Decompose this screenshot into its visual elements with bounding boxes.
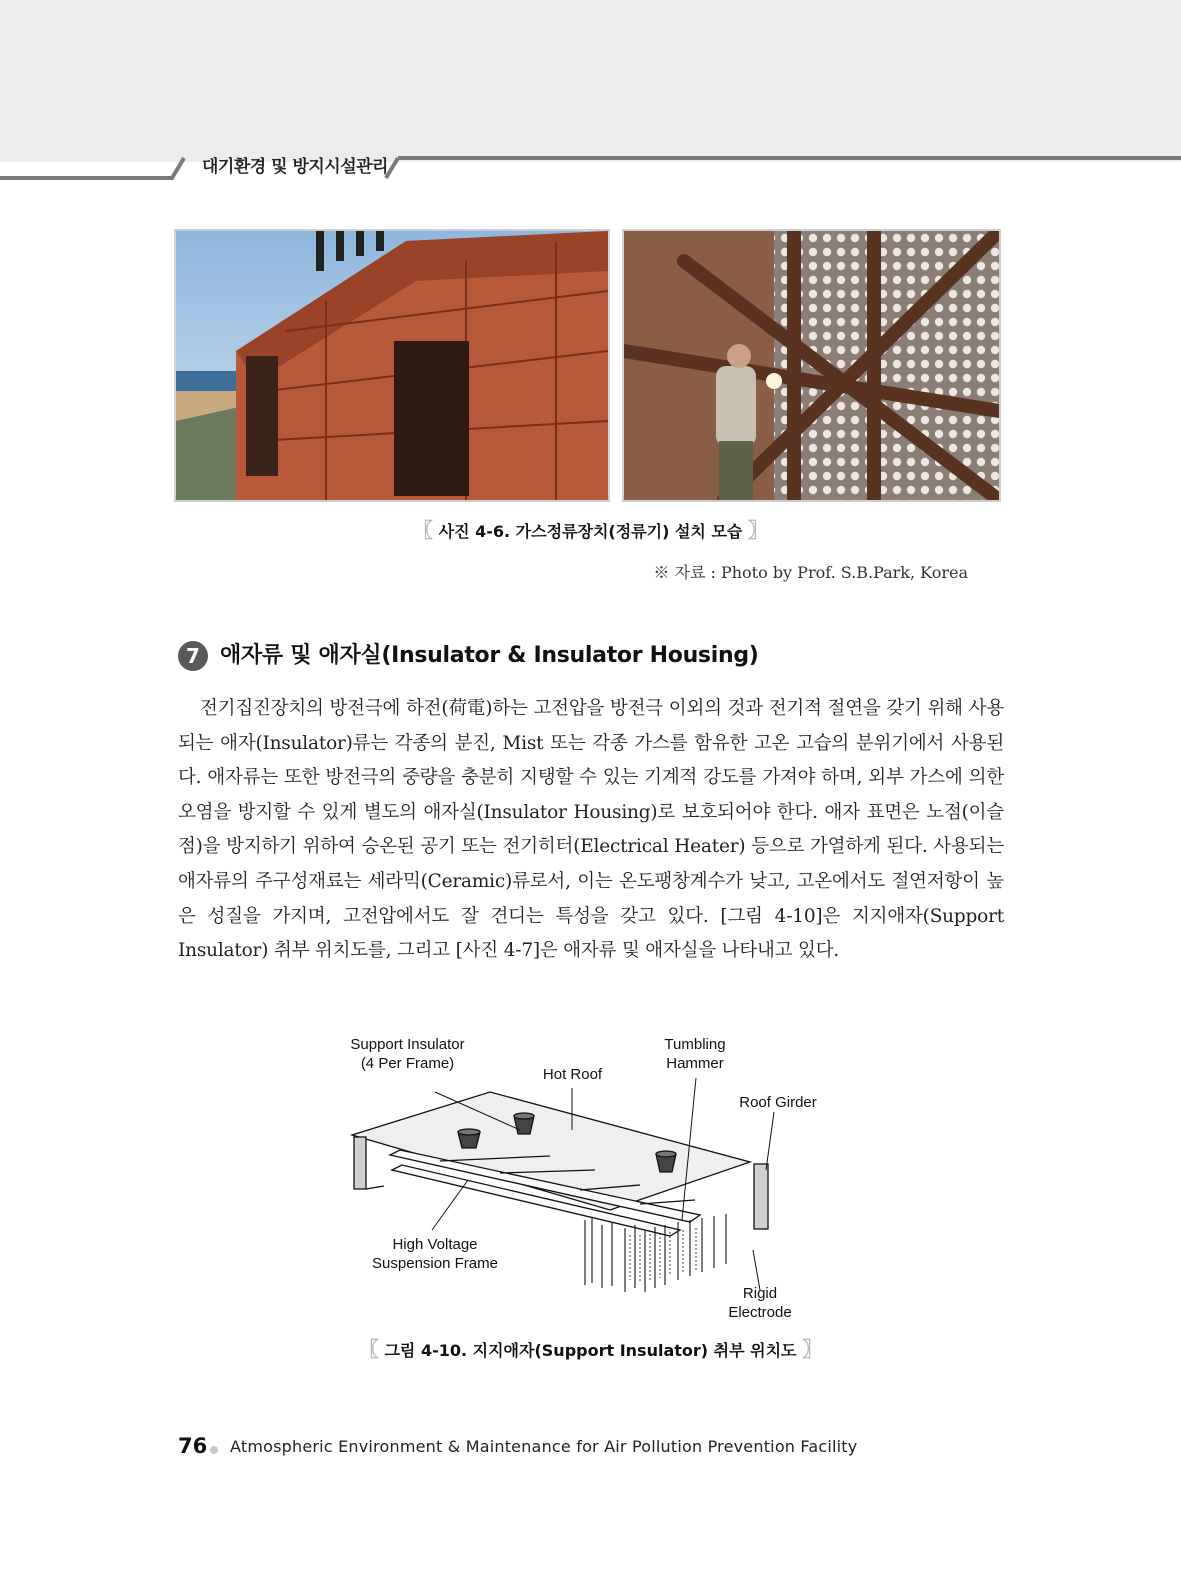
page-number: 76 <box>178 1434 208 1458</box>
photo-caption <box>0 514 1181 543</box>
caption-bracket-left: 〖 <box>358 1337 379 1361</box>
photo-source: ※ 자료 : Photo by Prof. S.B.Park, Korea <box>653 563 968 582</box>
photo-welding-plate <box>622 229 1001 502</box>
body-paragraph: 전기집진장치의 방전극에 하전(荷電)하는 고전압을 방전극 이외의 것과 전기적 절연을 갖기 위해 사용되는 애자(Insulator)류는 각종의 분진, Mist 또는 각종 가스를 함유한 고온 고습의 분위기에서 사용된다. 애자류는 또한 방전극의 중량을 충분히 지탱할 수 있는 기계적 강도를 가져야 하며, 외부 가스에 의한 오염을 방지할 수 있게 별도의 애자실(Insulator Housing)로 보호되어야 한다. 애자 표면은 노점(이슬점)을 방지하기 위하여 승온된 공기 또는 전기히터(Electrical Heater) 등으로 가열하게 된다. 사용되는 애자류의 주구성재료는 세라믹(Ceramic)류로서, 이는 온도팽창계수가 낮고, 고온에서도 절연저항이 높은 성질을 가지며, 고전압에서도 잘 견디는 특성을 갖고 있다. [그림 4-10]은 지지애자(Support Insulator) 취부 위치도를, 그리고 [사진 4-7]은 애자류 및 애자실을 나타내고 있다. <box>178 698 1004 962</box>
figure-caption-text: 그림 4-10. 지지애자(Support Insulator) 취부 위치도 <box>384 1341 797 1360</box>
caption-bracket-right: 〗 <box>802 1337 823 1361</box>
support-insulator-diagram <box>340 1030 840 1330</box>
caption-bracket-right: 〗 <box>747 518 768 542</box>
label-support-insulator: Support Insulator (4 Per Frame) <box>350 1036 465 1072</box>
label-tumbling-hammer: Tumbling Hammer <box>664 1036 726 1072</box>
photo-caption-text: 사진 4-6. 가스정류장치(정류기) 설치 모습 <box>438 522 743 541</box>
photo-esp-casing <box>174 229 610 502</box>
section-title: 애자류 및 애자실(Insulator & Insulator Housing) <box>220 643 759 668</box>
label-hv-frame: High Voltage Suspension Frame <box>372 1236 498 1272</box>
header-band <box>0 0 1181 162</box>
label-roof-girder: Roof Girder <box>739 1094 817 1111</box>
label-hot-roof: Hot Roof <box>542 1066 603 1083</box>
section-number-badge: 7 <box>178 641 208 671</box>
label-rigid-electrode: Rigid Electrode <box>728 1285 792 1321</box>
figure-caption <box>0 1333 1181 1362</box>
caption-bracket-left: 〖 <box>413 518 434 542</box>
footer-book-title: Atmospheric Environment & Maintenance for Air Pollution Prevention Facility <box>230 1437 858 1456</box>
header-tab-shape <box>0 140 1181 190</box>
chapter-title: 대기환경 및 방지시설관리 <box>202 157 388 177</box>
footer-bullet-icon <box>210 1446 218 1454</box>
